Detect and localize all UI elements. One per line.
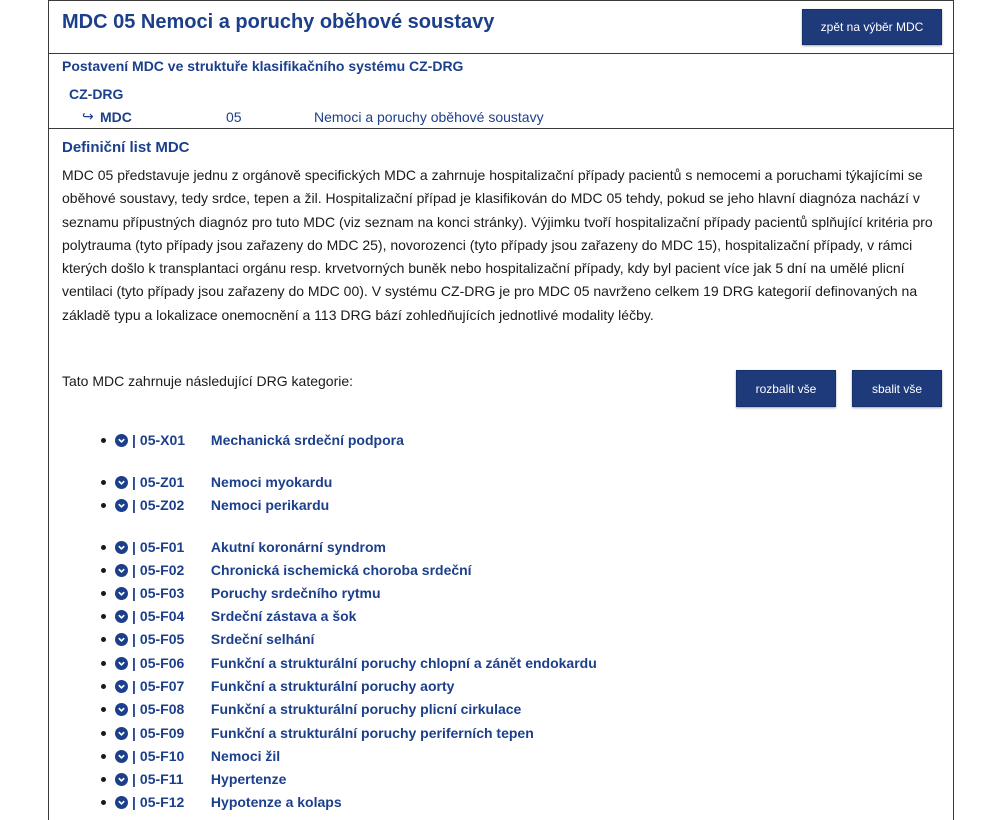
- drg-name[interactable]: Nemoci žil: [210, 748, 281, 764]
- drg-name[interactable]: Chronická ischemická choroba srdeční: [210, 562, 472, 578]
- hierarchy-mdc-number: 05: [226, 109, 242, 125]
- page-title: MDC 05 Nemoci a poruchy oběhové soustavy: [62, 11, 495, 33]
- drg-code[interactable]: 05-F12: [139, 794, 185, 810]
- drg-code[interactable]: 05-F06: [139, 655, 185, 671]
- drg-code[interactable]: 05-F04: [139, 608, 185, 624]
- drg-code[interactable]: 05-X01: [139, 432, 186, 448]
- bullet-icon: [101, 480, 106, 485]
- drg-code[interactable]: 05-F03: [139, 585, 185, 601]
- chevron-down-icon[interactable]: [115, 587, 128, 600]
- drg-name[interactable]: Srdeční selhání: [210, 631, 315, 647]
- divider: [49, 128, 953, 129]
- drg-name[interactable]: Nemoci myokardu: [210, 474, 333, 490]
- chevron-down-icon[interactable]: [115, 703, 128, 716]
- drg-item[interactable]: [101, 723, 801, 743]
- drg-item[interactable]: [101, 606, 801, 626]
- drg-name[interactable]: Funkční a strukturální poruchy aorty: [210, 678, 455, 694]
- drg-separator: |: [132, 608, 136, 624]
- drg-item[interactable]: [101, 560, 801, 580]
- drg-item[interactable]: [101, 769, 801, 789]
- bullet-icon: [101, 661, 106, 666]
- drg-code[interactable]: 05-F07: [139, 678, 185, 694]
- bullet-icon: [101, 545, 106, 550]
- drg-item[interactable]: [101, 746, 801, 766]
- chevron-down-icon[interactable]: [115, 499, 128, 512]
- content-panel: [48, 0, 954, 820]
- structure-heading: Postavení MDC ve struktuře klasifikačního systému CZ-DRG: [62, 58, 464, 74]
- bullet-icon: [101, 503, 106, 508]
- drg-separator: |: [132, 585, 136, 601]
- drg-item[interactable]: [101, 699, 801, 719]
- drg-name[interactable]: Srdeční zástava a šok: [210, 608, 357, 624]
- bullet-icon: [101, 800, 106, 805]
- drg-separator: |: [132, 655, 136, 671]
- drg-separator: |: [132, 432, 136, 448]
- bullet-icon: [101, 438, 106, 443]
- drg-item[interactable]: [101, 653, 801, 673]
- expand-all-button[interactable]: rozbalit vše: [736, 370, 836, 407]
- drg-item[interactable]: [101, 430, 801, 450]
- drg-name[interactable]: Funkční a strukturální poruchy periferních tepen: [210, 725, 534, 741]
- drg-item[interactable]: [101, 537, 801, 557]
- chevron-down-icon[interactable]: [115, 750, 128, 763]
- chevron-down-icon[interactable]: [115, 476, 128, 489]
- chevron-down-icon[interactable]: [115, 773, 128, 786]
- drg-item[interactable]: [101, 583, 801, 603]
- drg-separator: |: [132, 748, 136, 764]
- chevron-down-icon[interactable]: [115, 610, 128, 623]
- drg-separator: |: [132, 474, 136, 490]
- drg-code[interactable]: 05-F05: [139, 631, 185, 647]
- hierarchy-root: CZ-DRG: [69, 86, 124, 102]
- bullet-icon: [101, 684, 106, 689]
- chevron-down-icon[interactable]: [115, 796, 128, 809]
- drg-item[interactable]: [101, 495, 801, 515]
- drg-intro-text: Tato MDC zahrnuje následující DRG kategorie:: [62, 373, 354, 389]
- hierarchy-mdc-row: [82, 109, 942, 127]
- drg-item[interactable]: [101, 472, 801, 492]
- back-to-mdc-button[interactable]: zpět na výběr MDC: [802, 9, 942, 45]
- bullet-icon: [101, 707, 106, 712]
- drg-separator: |: [132, 631, 136, 647]
- chevron-down-icon[interactable]: [115, 541, 128, 554]
- definition-text: MDC 05 představuje jednu z orgánově specifických MDC a zahrnuje hospitalizační případy pacientů s nemocemi a poruchami týkajícími se oběhové soustavy, tedy srdce, tepen a žil. Hospitalizační případ je klasifikován do MDC 05 tehdy, pokud se jeho hlavní diagnóza nachází v seznamu přípustných diagnóz pro tuto MDC (viz seznam na konci stránky). Výjimku tvoří hospitalizační případy pacientů splňující kritéria pro polytrauma (tyto případy jsou zařazeny do MDC 25), novorozenci (tyto případy jsou zařazeny do MDC 15), hospitalizační případy, v rámci kterých došlo k transplantaci orgánu resp. krvetvorných buněk nebo hospitalizační případy, kdy byl pacient více jak 5 dní na umělé plicní ventilaci (tyto případy jsou zařazeny do MDC 00). V systému CZ-DRG je pro MDC 05 navrženo celkem 19 DRG kategorií definovaných na základě typu a lokalizace onemocnění a 113 DRG bází zohledňujících jednotlivé modality léčby.: [62, 167, 933, 323]
- bullet-icon: [101, 731, 106, 736]
- drg-name[interactable]: Poruchy srdečního rytmu: [210, 585, 381, 601]
- drg-code[interactable]: 05-Z01: [139, 474, 185, 490]
- drg-code[interactable]: 05-F02: [139, 562, 185, 578]
- drg-item[interactable]: [101, 676, 801, 696]
- drg-name[interactable]: Akutní koronární syndrom: [210, 539, 386, 555]
- chevron-down-icon[interactable]: [115, 680, 128, 693]
- drg-code[interactable]: 05-F01: [139, 539, 185, 555]
- definition-heading: Definiční list MDC: [62, 139, 190, 156]
- drg-name[interactable]: Funkční a strukturální poruchy plicní cirkulace: [210, 701, 522, 717]
- drg-separator: |: [132, 725, 136, 741]
- bullet-icon: [101, 591, 106, 596]
- drg-item[interactable]: [101, 629, 801, 649]
- drg-separator: |: [132, 562, 136, 578]
- drg-code[interactable]: 05-Z02: [139, 497, 185, 513]
- bullet-icon: [101, 754, 106, 759]
- drg-separator: |: [132, 678, 136, 694]
- chevron-down-icon[interactable]: [115, 633, 128, 646]
- hierarchy-mdc-label: MDC: [100, 109, 132, 125]
- drg-name[interactable]: Hypotenze a kolaps: [210, 794, 342, 810]
- drg-name[interactable]: Mechanická srdeční podpora: [210, 432, 404, 448]
- drg-name[interactable]: Nemoci perikardu: [210, 497, 330, 513]
- drg-separator: |: [132, 701, 136, 717]
- drg-name[interactable]: Funkční a strukturální poruchy chlopní a zánět endokardu: [210, 655, 597, 671]
- drg-name[interactable]: Hypertenze: [210, 771, 287, 787]
- hierarchy-mdc-name: Nemoci a poruchy oběhové soustavy: [314, 109, 544, 125]
- bullet-icon: [101, 568, 106, 573]
- chevron-down-icon[interactable]: [115, 727, 128, 740]
- chevron-down-icon[interactable]: [115, 657, 128, 670]
- drg-separator: |: [132, 497, 136, 513]
- bullet-icon: [101, 637, 106, 642]
- drg-code[interactable]: 05-F09: [139, 725, 185, 741]
- divider: [49, 53, 953, 54]
- drg-item[interactable]: [101, 792, 801, 812]
- collapse-all-button[interactable]: sbalit vše: [852, 370, 942, 407]
- drg-separator: |: [132, 794, 136, 810]
- bullet-icon: [101, 614, 106, 619]
- bullet-icon: [101, 777, 106, 782]
- drg-code[interactable]: 05-F08: [139, 701, 185, 717]
- drg-separator: |: [132, 771, 136, 787]
- hook-arrow-icon: ↪: [82, 108, 94, 124]
- drg-code[interactable]: 05-F11: [139, 771, 184, 787]
- chevron-down-icon[interactable]: [115, 434, 128, 447]
- chevron-down-icon[interactable]: [115, 564, 128, 577]
- drg-code[interactable]: 05-F10: [139, 748, 185, 764]
- drg-separator: |: [132, 539, 136, 555]
